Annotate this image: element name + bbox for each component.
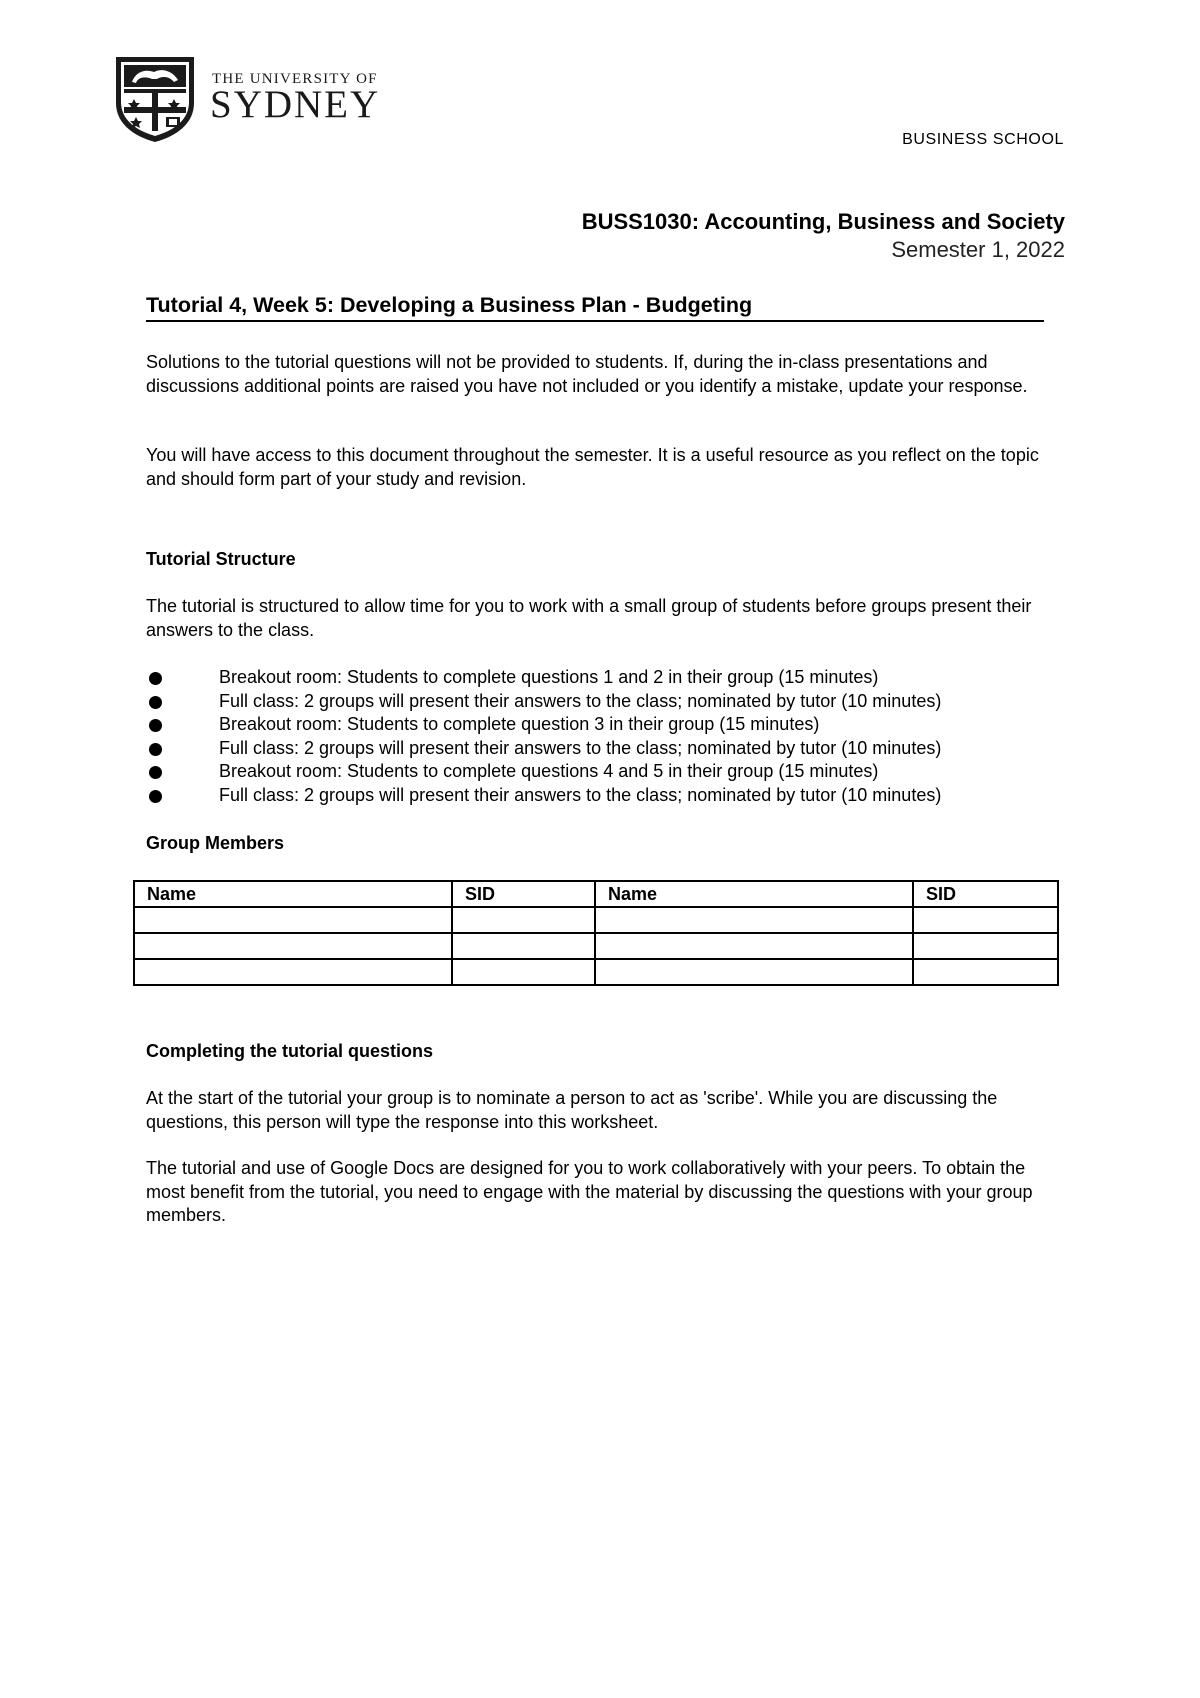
list-item — [146, 713, 1066, 737]
bullet-icon — [149, 696, 162, 709]
bullet-icon — [149, 766, 162, 779]
name-cell[interactable] — [595, 933, 913, 959]
group-members-heading: Group Members — [146, 833, 285, 853]
name-cell[interactable] — [134, 959, 452, 985]
column-header-name: Name — [134, 881, 452, 907]
column-header-sid: SID — [913, 881, 1058, 907]
list-item-text: Full class: 2 groups will present their answers to the class; nominated by tutor (10 minutes) — [219, 737, 942, 758]
name-cell[interactable] — [595, 959, 913, 985]
name-cell[interactable] — [134, 933, 452, 959]
list-item-text: Full class: 2 groups will present their answers to the class; nominated by tutor (10 minutes) — [219, 690, 942, 711]
logo-text-sydney: SYDNEY — [210, 83, 381, 126]
sid-cell[interactable] — [913, 933, 1058, 959]
list-item — [146, 784, 1066, 808]
bullet-icon — [149, 719, 162, 732]
column-header-name: Name — [595, 881, 913, 907]
bullet-icon — [149, 743, 162, 756]
name-cell[interactable] — [134, 907, 452, 933]
table-row — [134, 959, 1058, 985]
bullet-icon — [149, 672, 162, 685]
completing-paragraph-1: At the start of the tutorial your group is to nominate a person to act as 'scribe'. While you are discussing the questions, this person will type the response into this worksheet. — [146, 1088, 998, 1132]
list-item — [146, 690, 1066, 714]
list-item-text: Breakout room: Students to complete questions 1 and 2 in their group (15 minutes) — [219, 667, 879, 687]
sid-cell[interactable] — [452, 907, 595, 933]
tutorial-structure-text: The tutorial is structured to allow time for you to work with a small group of students before groups present their answers to the class. — [146, 596, 1032, 640]
course-title: BUSS1030: Accounting, Business and Society — [581, 209, 1065, 234]
list-item-text: Full class: 2 groups will present their answers to the class; nominated by tutor (10 minutes) — [219, 784, 942, 805]
intro-paragraph-1: Solutions to the tutorial questions will not be provided to students. If, during the in-class presentations and discussions additional points are raised you have not included or you identify a mistake, update your response. — [146, 352, 1028, 396]
table-row — [134, 933, 1058, 959]
list-item-text: Breakout room: Students to complete questions 4 and 5 in their group (15 minutes) — [219, 761, 879, 782]
sid-cell[interactable] — [452, 959, 595, 985]
table-row — [134, 907, 1058, 933]
university-logo — [114, 55, 381, 145]
schedule-list — [146, 666, 1066, 808]
group-members-table — [133, 880, 1059, 986]
table-header-row — [134, 881, 1058, 907]
name-cell[interactable] — [595, 907, 913, 933]
semester-label: Semester 1, 2022 — [891, 237, 1065, 262]
sid-cell[interactable] — [913, 959, 1058, 985]
completing-questions-heading: Completing the tutorial questions — [146, 1041, 433, 1061]
bullet-icon — [149, 790, 162, 803]
intro-paragraph-2: You will have access to this document throughout the semester. It is a useful resource as you reflect on the topic and should form part of your study and revision. — [146, 445, 1039, 489]
list-item — [146, 737, 1066, 761]
university-crest-icon — [114, 55, 196, 143]
completing-paragraph-2: The tutorial and use of Google Docs are designed for you to work collaboratively with your peers. To obtain the most benefit from the tutorial, you need to engage with the material by discussing the questions with your group members. — [146, 1158, 1033, 1225]
list-item — [146, 760, 1066, 784]
list-item — [146, 666, 1066, 690]
business-school-label: BUSINESS SCHOOL — [902, 131, 1064, 148]
sid-cell[interactable] — [452, 933, 595, 959]
logo-text-university: THE UNIVERSITY OF — [212, 71, 378, 87]
tutorial-structure-heading: Tutorial Structure — [146, 549, 296, 569]
tutorial-title: Tutorial 4, Week 5: Developing a Business Plan - Budgeting — [146, 293, 1044, 322]
sid-cell[interactable] — [913, 907, 1058, 933]
list-item-text: Breakout room: Students to complete question 3 in their group (15 minutes) — [219, 714, 820, 735]
column-header-sid: SID — [452, 881, 595, 907]
